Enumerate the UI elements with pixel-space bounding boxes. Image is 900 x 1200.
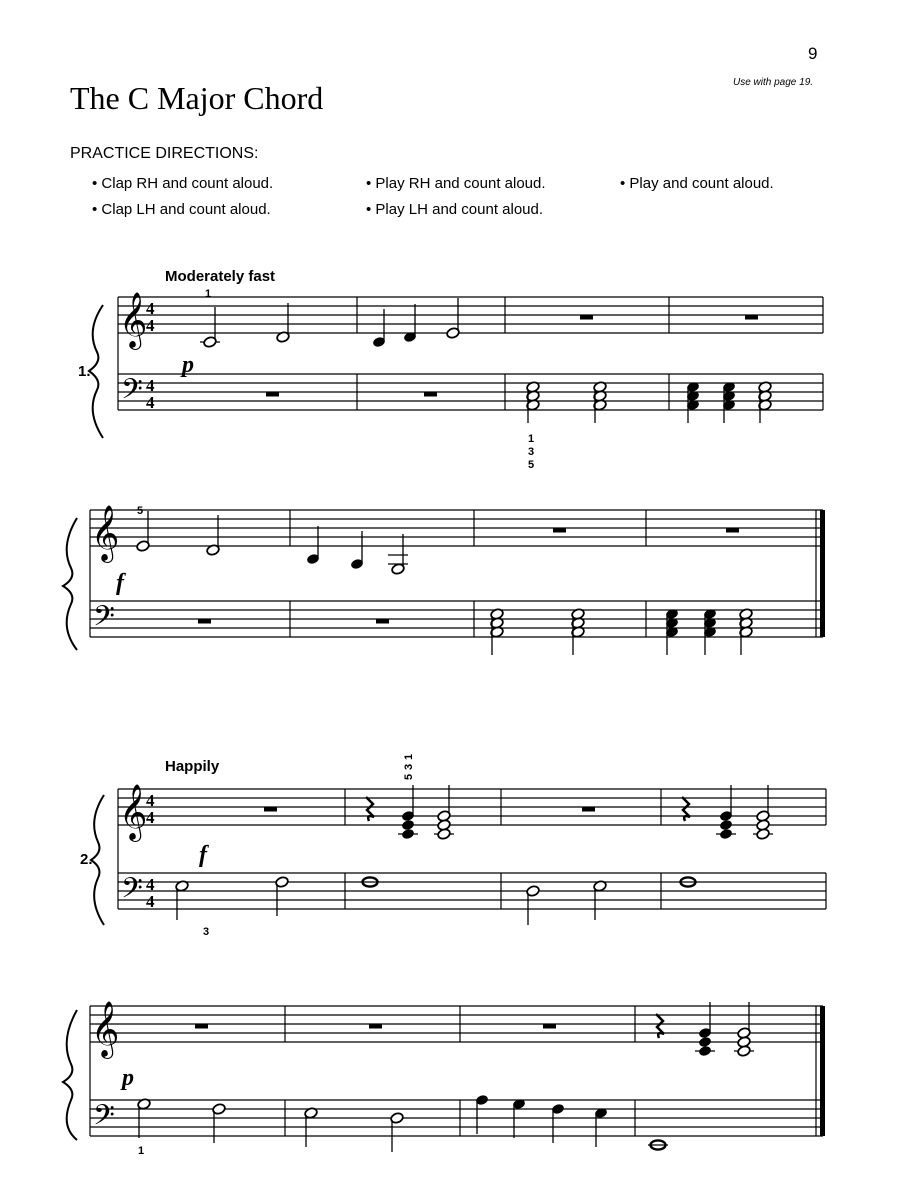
time-signature-bottom: 4 — [146, 808, 155, 827]
final-barline — [820, 510, 825, 637]
practice-item: • Play RH and count aloud. — [366, 175, 546, 192]
practice-item: • Play LH and count aloud. — [366, 201, 544, 218]
whole-rest — [266, 392, 279, 397]
bass-clef: 𝄢 — [93, 1099, 115, 1139]
whole-rest — [195, 1024, 208, 1029]
whole-rest — [264, 807, 277, 812]
bass-clef: 𝄢 — [93, 600, 115, 640]
use-with-note: Use with page 19. — [733, 77, 814, 88]
time-signature-top: 4 — [146, 376, 155, 395]
whole-rest — [543, 1024, 556, 1029]
practice-directions-heading: PRACTICE DIRECTIONS: — [70, 145, 259, 162]
practice-item: • Clap LH and count aloud. — [92, 201, 271, 218]
bass-staff — [118, 873, 826, 909]
time-signature-bottom: 4 — [146, 316, 155, 335]
tempo-marking: Happily — [165, 758, 220, 775]
brace — [89, 305, 103, 438]
grand-staff — [91, 754, 826, 938]
chord-quarter — [401, 785, 415, 840]
time-signature-top: 4 — [146, 875, 155, 894]
whole-rest — [553, 528, 566, 533]
fingering: 1 — [205, 288, 212, 300]
treble-clef: 𝄞 — [91, 1001, 120, 1057]
grand-staff — [89, 288, 823, 471]
time-signature-top: 4 — [146, 791, 155, 810]
quarter-rest — [656, 1014, 664, 1038]
bass-clef: 𝄢 — [121, 373, 143, 413]
treble-clef: 𝄞 — [119, 292, 148, 348]
fingering: 1 — [403, 753, 415, 760]
dynamic-marking: f — [199, 842, 207, 868]
dynamic-marking: p — [122, 1065, 134, 1091]
treble-staff — [118, 297, 823, 333]
final-barline — [820, 1006, 825, 1136]
whole-rest — [745, 315, 758, 320]
bass-staff — [90, 1100, 823, 1136]
grand-staff — [63, 1001, 825, 1157]
chord-quarter — [698, 1002, 712, 1057]
chord-half — [756, 785, 770, 840]
chord-half — [758, 381, 772, 423]
time-signature-bottom: 4 — [146, 393, 155, 412]
chord-quarter — [665, 608, 679, 655]
tempo-marking: Moderately fast — [165, 268, 276, 285]
whole-rest — [580, 315, 593, 320]
piece-number: 2. — [80, 851, 93, 868]
treble-clef: 𝄞 — [119, 784, 148, 840]
whole-rest — [582, 807, 595, 812]
time-signature-bottom: 4 — [146, 892, 155, 911]
practice-item: • Play and count aloud. — [620, 175, 774, 192]
whole-rest — [726, 528, 739, 533]
fingering: 3 — [203, 926, 210, 938]
dynamic-marking: f — [116, 570, 124, 596]
chord-half — [526, 381, 540, 423]
page-number: 9 — [808, 44, 818, 63]
whole-rest — [424, 392, 437, 397]
fingering: 5 — [528, 459, 535, 471]
chord-half — [593, 381, 607, 423]
bass-clef: 𝄢 — [121, 872, 143, 912]
chord-quarter — [686, 381, 700, 423]
fingering: 1 — [138, 1145, 145, 1157]
time-signature-top: 4 — [146, 299, 155, 318]
treble-staff — [90, 510, 823, 546]
practice-item: • Clap RH and count aloud. — [92, 175, 274, 192]
whole-rest — [198, 619, 211, 624]
quarter-rest — [366, 797, 374, 821]
brace — [91, 795, 104, 925]
chord-half — [737, 1002, 751, 1057]
dynamic-marking: p — [182, 352, 194, 378]
fingering: 3 — [403, 763, 415, 770]
fingering: 5 — [137, 505, 144, 517]
bass-staff — [118, 374, 823, 410]
quarter-rest — [682, 797, 690, 821]
whole-rest — [369, 1024, 382, 1029]
brace — [63, 518, 77, 650]
page-title: The C Major Chord — [70, 80, 324, 116]
brace — [63, 1010, 77, 1140]
piece-number: 1. — [78, 363, 91, 380]
chord-quarter — [703, 608, 717, 655]
whole-rest — [376, 619, 389, 624]
chord-half — [490, 608, 504, 655]
chord-half — [571, 608, 585, 655]
fingering: 1 — [528, 433, 535, 445]
chord-quarter — [719, 785, 733, 840]
treble-clef: 𝄞 — [91, 505, 120, 561]
treble-staff — [118, 789, 826, 825]
grand-staff — [63, 505, 825, 655]
chord-quarter — [722, 381, 736, 423]
chord-half — [437, 785, 451, 840]
fingering: 3 — [528, 446, 535, 458]
fingering: 5 — [403, 773, 415, 780]
chord-half — [739, 608, 753, 655]
fingering-vertical — [403, 754, 415, 780]
barlines — [118, 297, 823, 410]
